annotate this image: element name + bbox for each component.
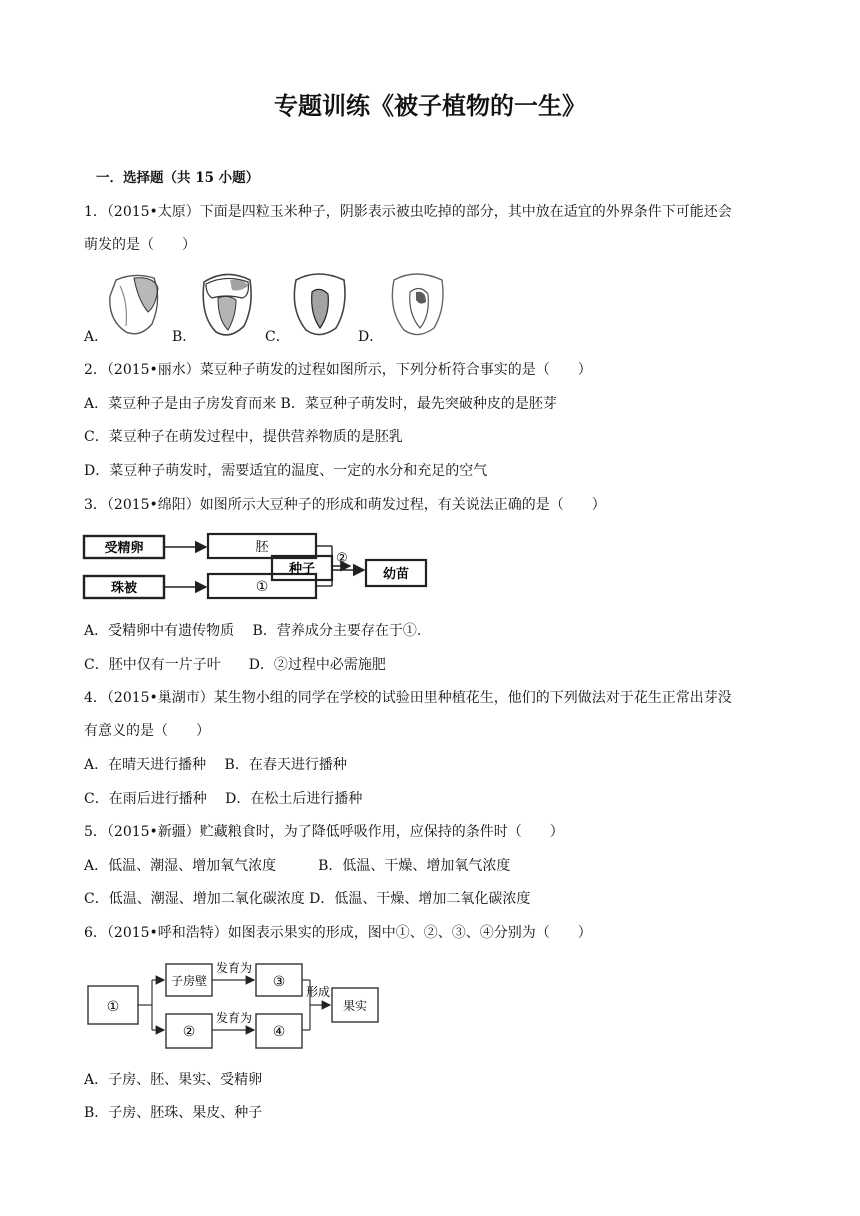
- q4-options-cd: C．在雨后进行播种 D．在松土后进行播种: [84, 791, 363, 807]
- q1-stem-line1: 1．（2015•太原）下面是四粒玉米种子，阴影表示被虫吃掉的部分，其中放在适宜的外界条件下可能还会: [84, 204, 732, 220]
- q2-option-c: C．菜豆种子在萌发过程中，提供营养物质的是胚乳: [84, 429, 403, 445]
- q6-option-a: A．子房、胚、果实、受精卵: [84, 1072, 263, 1088]
- q3-options-ab: A．受精卵中有遗传物质 B．营养成分主要存在于①.: [84, 623, 422, 639]
- q3-options-cd: C．胚中仅有一片子叶 D．②过程中必需施肥: [84, 657, 386, 673]
- corn-seed-a-figure: [104, 272, 164, 340]
- q6-option-b: B．子房、胚珠、果皮、种子: [84, 1105, 263, 1121]
- box-zygote: 受精卵: [104, 541, 144, 556]
- fruit-formation-diagram: [84, 958, 384, 1052]
- q4-stem-line2: 有意义的是（ ）: [84, 723, 210, 739]
- corn-seed-c-figure: [288, 270, 350, 340]
- step-circle-2: ②: [336, 551, 348, 566]
- q1-option-d: D．: [358, 329, 384, 345]
- box-integument: 珠被: [110, 581, 138, 596]
- q2-stem: 2．（2015•丽水）菜豆种子萌发的过程如图所示，下列分析符合事实的是（ ）: [84, 362, 592, 378]
- label-develops-into-2: 发育为: [215, 1011, 253, 1025]
- box-fruit: 果实: [342, 999, 368, 1013]
- q5-options-cd: C．低温、潮湿、增加二氧化碳浓度 D．低温、干燥、增加二氧化碳浓度: [84, 891, 531, 907]
- box-ovary-wall: 子房壁: [170, 974, 208, 988]
- q1-option-c: C．: [265, 329, 290, 345]
- page-title: 专题训练《被子植物的一生》: [274, 92, 586, 120]
- soybean-seed-flow-diagram-right: [270, 548, 430, 592]
- q4-stem-line1: 4．（2015•巢湖市）某生物小组的同学在学校的试验田里种植花生，他们的下列做法对于花生正常出芽没: [84, 690, 732, 706]
- q1-option-b: B．: [172, 329, 197, 345]
- q3-stem: 3．（2015•绵阳）如图所示大豆种子的形成和萌发过程，有关说法正确的是（ ）: [84, 497, 606, 513]
- label-develops-into-1: 发育为: [215, 961, 253, 975]
- q1-stem-line2: 萌发的是（ ）: [84, 237, 196, 253]
- q2-option-d: D．菜豆种子萌发时，需要适宜的温度、一定的水分和充足的空气: [84, 463, 488, 479]
- q6-stem: 6．（2015•呼和浩特）如图表示果实的形成，图中①、②、③、④分别为（ ）: [84, 925, 592, 941]
- corn-seed-d-figure: [386, 270, 448, 340]
- section-heading: 一．选择题（共 15 小题）: [96, 170, 260, 186]
- box-seed: 种子: [288, 562, 316, 577]
- q5-options-ab: A．低温、潮湿、增加氧气浓度 B．低温、干燥、增加氧气浓度: [84, 858, 511, 874]
- box-circle-1: ①: [255, 579, 269, 595]
- q1-option-a: A．: [84, 329, 109, 345]
- box-embryo: 胚: [255, 540, 269, 555]
- box-seedling: 幼苗: [382, 567, 410, 582]
- box-circle-1: ①: [106, 999, 120, 1015]
- box-circle-4: ④: [272, 1024, 286, 1040]
- box-circle-3: ③: [272, 974, 286, 990]
- box-circle-2: ②: [182, 1024, 196, 1040]
- q2-options-ab: A．菜豆种子是由子房发育而来 B．菜豆种子萌发时，最先突破种皮的是胚芽: [84, 396, 557, 412]
- q5-stem: 5．（2015•新疆）贮藏粮食时，为了降低呼吸作用，应保持的条件时（ ）: [84, 824, 564, 840]
- label-forms: 形成: [305, 985, 331, 999]
- corn-seed-b-figure: [196, 270, 256, 340]
- q4-options-ab: A．在晴天进行播种 B．在春天进行播种: [84, 757, 347, 773]
